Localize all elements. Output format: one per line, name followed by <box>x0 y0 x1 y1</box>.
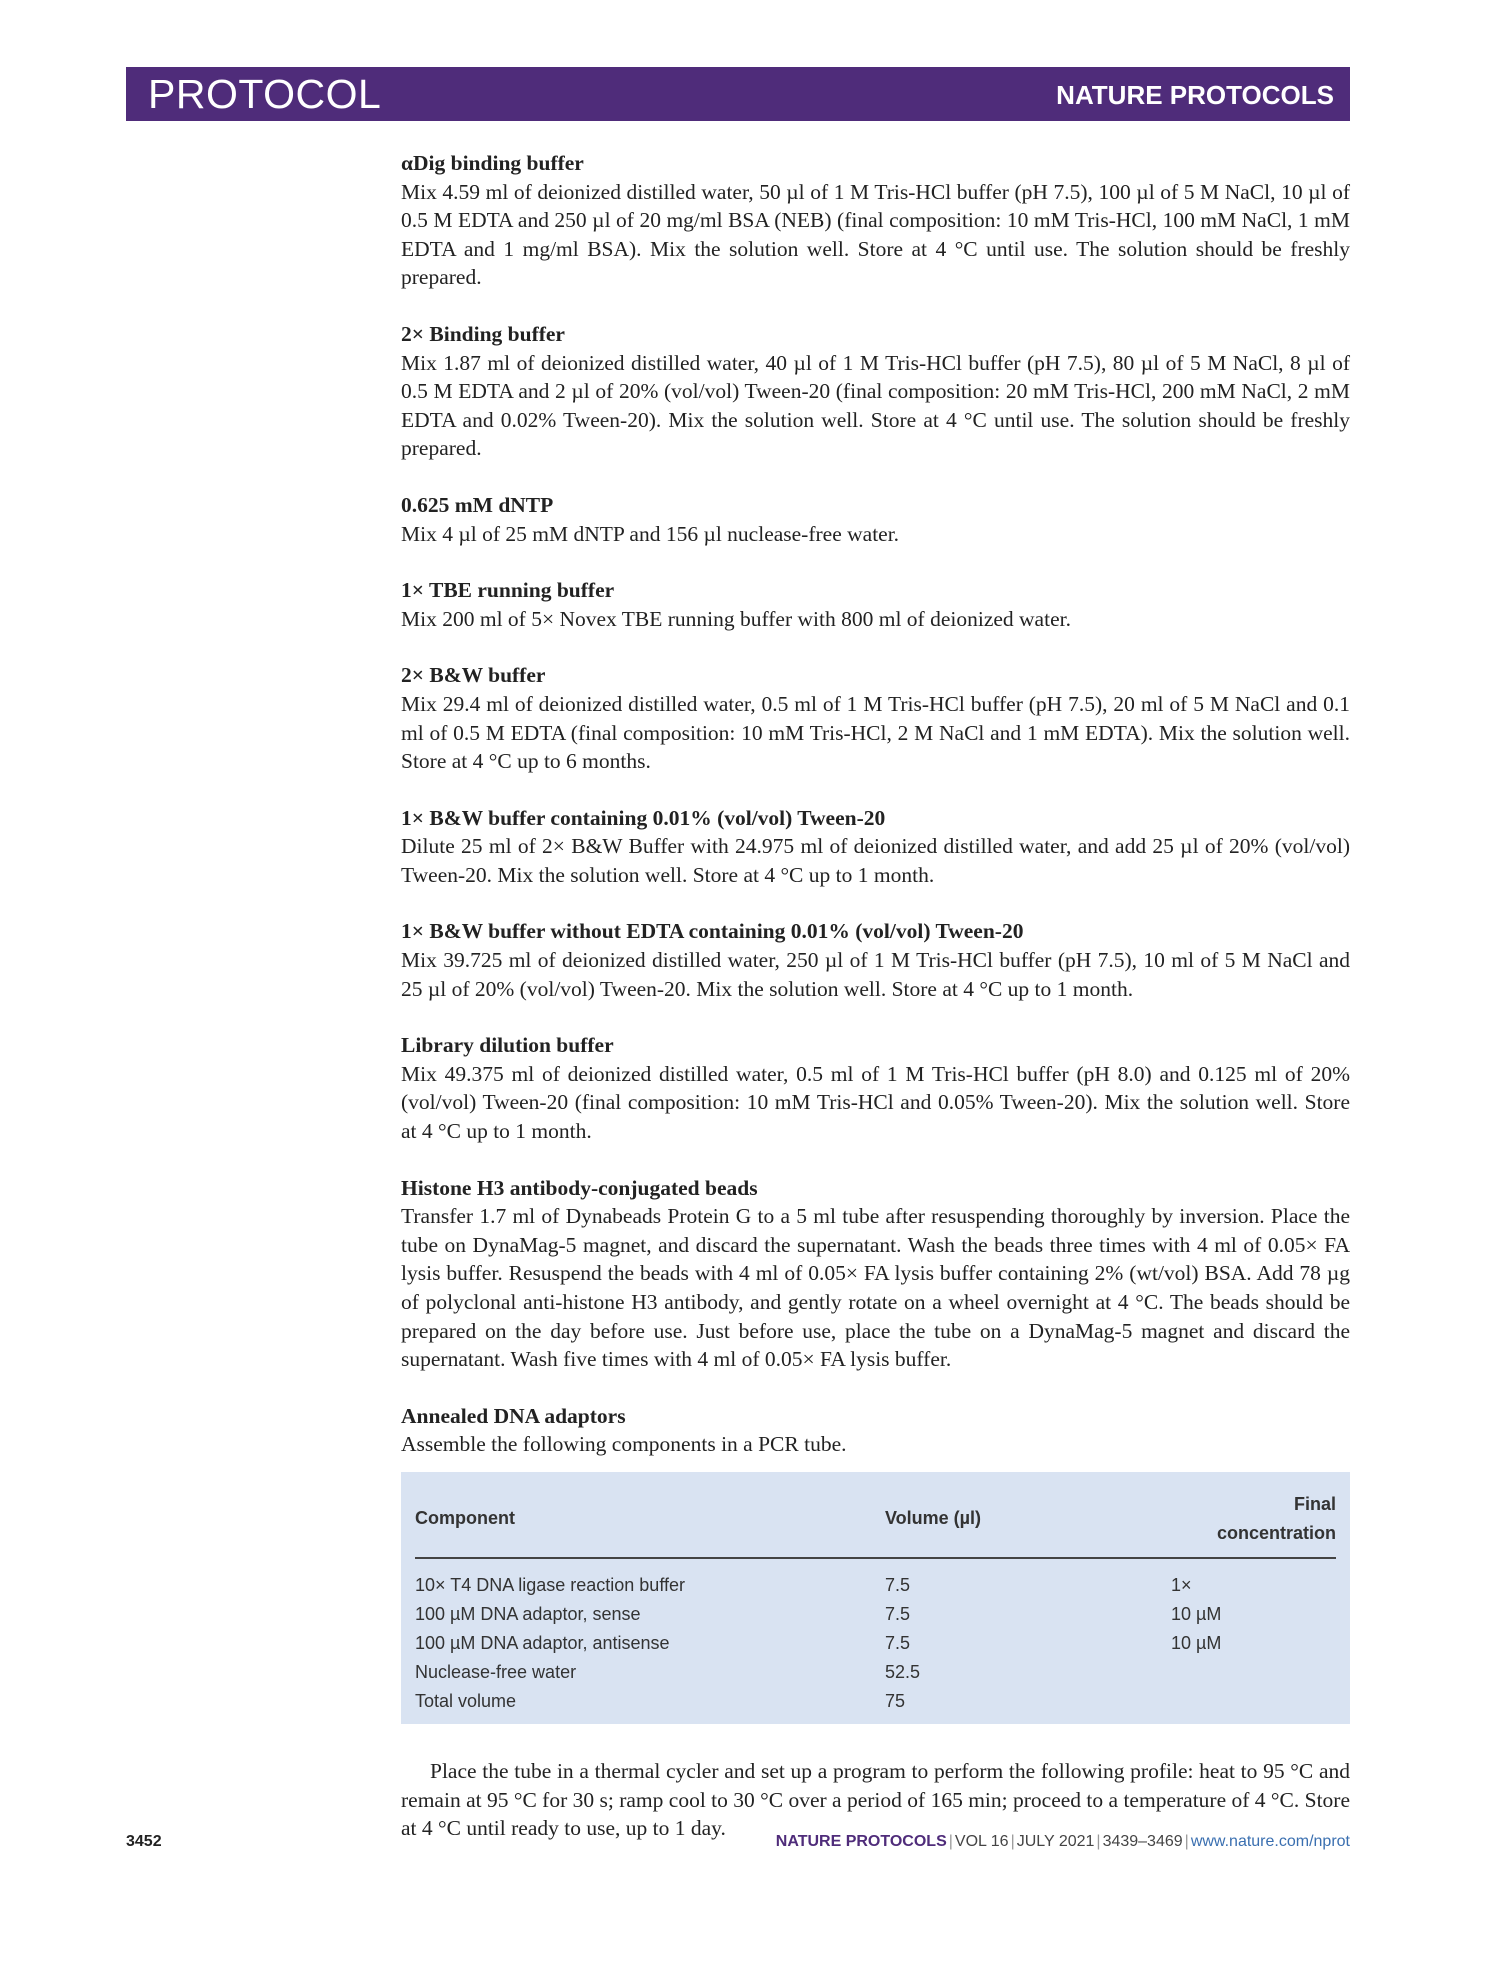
section-title: 2× Binding buffer <box>401 321 565 346</box>
journal-link[interactable]: www.nature.com/nprot <box>1190 1833 1350 1850</box>
main-content <box>401 149 1350 1843</box>
section-body: Assemble the following components in a PCR tube. <box>401 1432 847 1457</box>
table-cell: Total volume <box>415 1691 517 1712</box>
issue-date: JULY 2021 <box>1016 1833 1095 1850</box>
section-title: Histone H3 antibody-conjugated beads <box>401 1175 758 1200</box>
section-title: Library dilution buffer <box>401 1033 614 1058</box>
journal-name: NATURE PROTOCOLS <box>775 1833 947 1850</box>
journal-label: NATURE PROTOCOLS <box>1056 80 1334 110</box>
table-cell: 52.5 <box>885 1662 921 1683</box>
table-cell: 7.5 <box>885 1575 911 1596</box>
section-body: Mix 200 ml of 5× Novex TBE running buffer with 800 ml of deionized water. <box>401 606 1071 631</box>
section-body: Mix 4.59 ml of deionized distilled water, 50 µl of 1 M Tris-HCl buffer (pH 7.5), 100 µl of 5 M NaCl, 10 µl of 0.5 M EDTA and 250 µl of 20 mg/ml BSA (NEB) (final composition: 10 mM Tris-HCl, 100 mM NaCl, 1 mM EDTA and 1 mg/ml BSA). Mix the solution well. Store at 4 °C until use. The solution should be freshly prepared. <box>401 179 1350 290</box>
adaptors-section <box>401 1402 1350 1843</box>
table-cell <box>1171 1687 1336 1716</box>
section-title: 1× B&W buffer without EDTA containing 0.01% (vol/vol) Tween-20 <box>401 919 1024 944</box>
table-row <box>415 1600 1336 1629</box>
reagent-section <box>401 576 1350 633</box>
table-cell: 10 µM <box>1171 1604 1222 1625</box>
column-header: Component <box>415 1482 885 1558</box>
table-cell: 1× <box>1171 1575 1192 1596</box>
reagent-section <box>401 491 1350 548</box>
table-cell <box>1171 1658 1336 1687</box>
page-number: 3452 <box>126 1833 162 1850</box>
components-table-panel <box>401 1472 1350 1724</box>
table-cell: 75 <box>885 1691 906 1712</box>
reagent-section <box>401 917 1350 1003</box>
volume: VOL 16 <box>954 1833 1009 1850</box>
section-body: Transfer 1.7 ml of Dynabeads Protein G to a 5 ml tube after resuspending thoroughly by inversion. Place the tube on DynaMag-5 magnet, and discard the supernatant. Wash the beads three times with 4 ml of 0.05× FA lysis buffer. Resuspend the beads with 4 ml of 0.05× FA lysis buffer containing 2% (wt/vol) BSA. Add 78 µg of polyclonal anti-histone H3 antibody, and gently rotate on a wheel overnight at 4 °C. The beads should be prepared on the day before use. Just before use, place the tube on a DynaMag-5 magnet and discard the supernatant. Wash five times with 4 ml of 0.05× FA lysis buffer. <box>401 1204 1350 1372</box>
section-body: Mix 4 µl of 25 mM dNTP and 156 µl nuclease-free water. <box>401 521 900 546</box>
table-cell: 10× T4 DNA ligase reaction buffer <box>415 1575 685 1596</box>
reagent-section <box>401 661 1350 775</box>
section-body: Mix 39.725 ml of deionized distilled water, 250 µl of 1 M Tris-HCl buffer (pH 7.5), 10 ml of 5 M NaCl and 25 µl of 20% (vol/vol) Tween-20. Mix the solution well. Store at 4 °C up to 1 month. <box>401 948 1350 1001</box>
table-cell: 7.5 <box>885 1633 911 1654</box>
closing-paragraph: Place the tube in a thermal cycler and set up a program to perform the following profile: heat to 95 °C and remain at 95 °C for 30 s; ramp cool to 30 °C over a period of 165 min; proceed to a temperature of 4 °C. Store at 4 °C until ready to use, up to 1 day. <box>401 1759 1350 1841</box>
section-title: Annealed DNA adaptors <box>401 1403 626 1428</box>
table-row <box>415 1558 1336 1600</box>
section-title: 0.625 mM dNTP <box>401 492 554 517</box>
section-title: αDig binding buffer <box>401 151 584 175</box>
page-range: 3439–3469 <box>1102 1833 1183 1850</box>
section-body: Dilute 25 ml of 2× B&W Buffer with 24.975 ml of deionized distilled water, and add 25 µl of 20% (vol/vol) Tween-20. Mix the solution well. Store at 4 °C up to 1 month. <box>401 834 1350 887</box>
table-header-row <box>415 1482 1336 1558</box>
section-label: PROTOCOL <box>148 71 382 117</box>
components-table <box>415 1482 1336 1716</box>
table-cell: 100 µM DNA adaptor, sense <box>415 1604 641 1625</box>
reagent-section <box>401 149 1350 292</box>
table-cell: Nuclease-free water <box>415 1662 577 1683</box>
table-cell: 100 µM DNA adaptor, antisense <box>415 1633 670 1654</box>
section-body: Mix 1.87 ml of deionized distilled water, 40 µl of 1 M Tris-HCl buffer (pH 7.5), 80 µl of 5 M NaCl, 8 µl of 0.5 M EDTA and 2 µl of 20% (vol/vol) Tween-20 (final composition: 20 mM Tris-HCl, 200 mM NaCl, 2 mM EDTA and 0.02% Tween-20). Mix the solution well. Store at 4 °C until use. The solution should be freshly prepared. <box>401 350 1350 461</box>
journal-citation: NATURE PROTOCOLS | VOL 16 | JULY 2021 | 3439–3469 | www.nature.com/nprot <box>775 1833 1350 1850</box>
table-row <box>415 1658 1336 1687</box>
reagent-section <box>401 1174 1350 1374</box>
reagent-sections <box>401 149 1350 1374</box>
section-title: 2× B&W buffer <box>401 663 546 688</box>
section-title: 1× TBE running buffer <box>401 578 615 603</box>
table-row <box>415 1629 1336 1658</box>
header-bar <box>126 67 1350 121</box>
section-body: Mix 49.375 ml of deionized distilled water, 0.5 ml of 1 M Tris-HCl buffer (pH 8.0) and 0.125 ml of 20% (vol/vol) Tween-20 (final composition: 10 mM Tris-HCl and 0.05% Tween-20). Mix the solution well. Store at 4 °C up to 1 month. <box>401 1061 1350 1144</box>
column-header: Final concentration <box>1171 1482 1336 1558</box>
section-title: 1× B&W buffer containing 0.01% (vol/vol) Tween-20 <box>401 805 886 830</box>
reagent-section <box>401 1031 1350 1145</box>
reagent-section <box>401 320 1350 463</box>
column-header: Volume (µl) <box>885 1482 1171 1558</box>
table-row <box>415 1687 1336 1716</box>
table-cell: 7.5 <box>885 1604 911 1625</box>
reagent-section <box>401 804 1350 890</box>
section-body: Mix 29.4 ml of deionized distilled water, 0.5 ml of 1 M Tris-HCl buffer (pH 7.5), 20 ml of 5 M NaCl and 0.1 ml of 0.5 M EDTA (final composition: 10 mM Tris-HCl, 2 M NaCl and 1 mM EDTA). Mix the solution well. Store at 4 °C up to 6 months. <box>401 691 1350 774</box>
table-cell: 10 µM <box>1171 1633 1222 1654</box>
